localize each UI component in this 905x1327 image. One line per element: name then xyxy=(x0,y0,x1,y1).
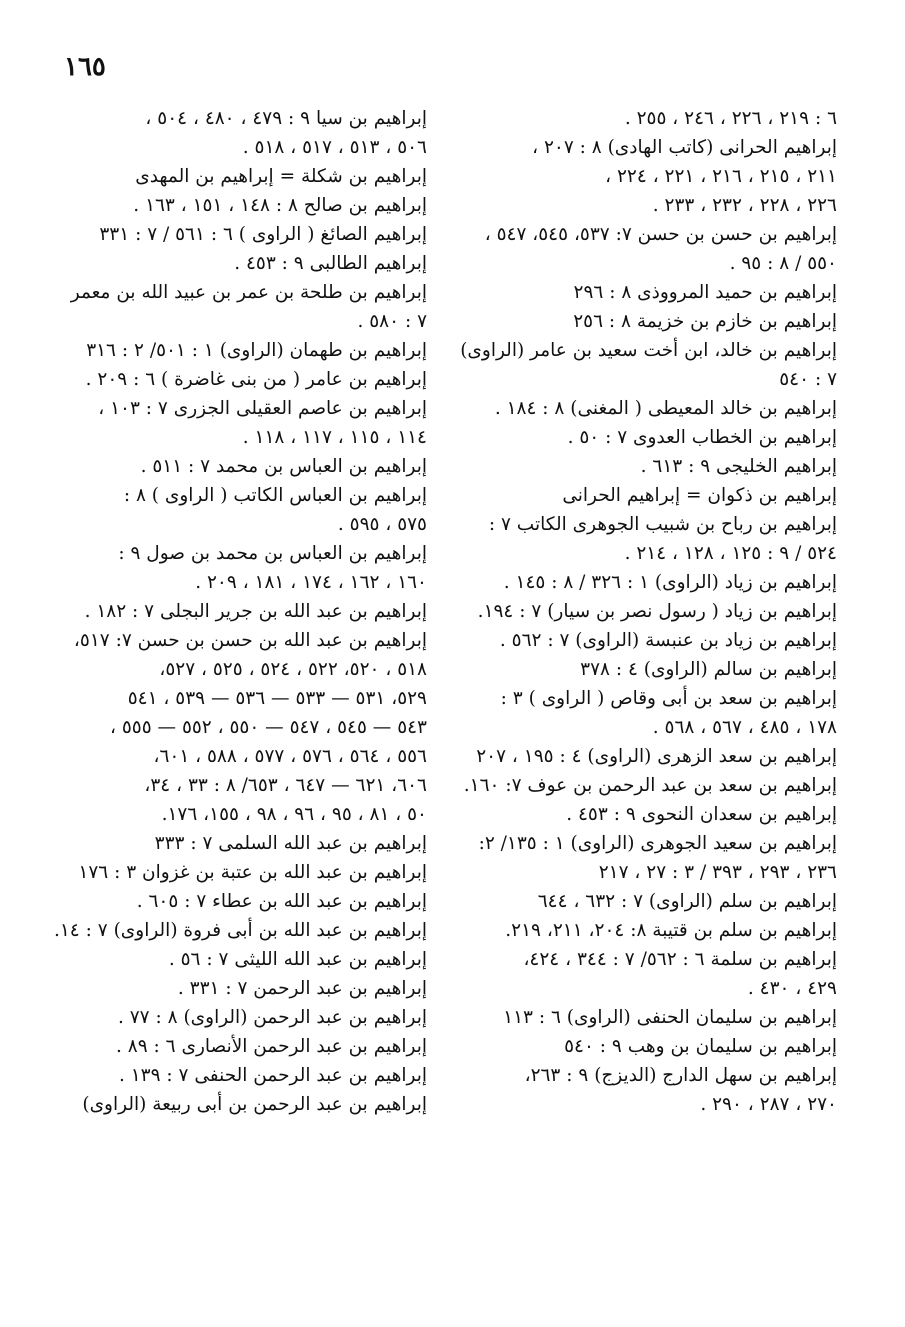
index-line: إبراهيم بن سعيد الجوهرى (الراوى) ١ : ١٣٥/ ٢: xyxy=(478,833,837,854)
index-line: إبراهيم بن سعد بن أبى وقاص ( الراوى ) ٣ : xyxy=(500,688,837,709)
index-line: ٢٢٦ ، ٢٢٨ ، ٢٣٢ ، ٢٣٣ . xyxy=(652,195,837,216)
index-line: إبراهيم بن عامر ( من بنى غاضرة ) ٦ : ٢٠٩ . xyxy=(85,369,427,390)
index-column-left xyxy=(49,104,427,1119)
index-line: إبراهيم بن عبد الرحمن (الراوى) ٨ : ٧٧ . xyxy=(117,1007,427,1028)
index-line: ٦٠٦، ٦٢١ — ٦٤٧ ، ٦٥٣/ ٨ : ٣٣ ، ٣٤، xyxy=(144,775,427,796)
index-line: إبراهيم بن صالح ٨ : ١٤٨ ، ١٥١ ، ١٦٣ . xyxy=(133,195,427,216)
index-line: إبراهيم بن عبد الرحمن ٧ : ٣٣١ . xyxy=(177,978,427,999)
index-line: ٥٢٩، ٥٣١ — ٥٣٣ — ٥٣٦ — ٥٣٩ ، ٥٤١ xyxy=(127,688,427,709)
page-number: ١٦٥ xyxy=(64,52,106,82)
index-line: ٧ : ٥٨٠ . xyxy=(357,311,427,332)
index-line: ٥١٨ ، ٥٢٠، ٥٢٢ ، ٥٢٤ ، ٥٢٥ ، ٥٢٧، xyxy=(159,659,427,680)
index-line: إبراهيم الطالبى ٩ : ٤٥٣ . xyxy=(234,253,427,274)
index-line: إبراهيم بن العباس بن محمد ٧ : ٥١١ . xyxy=(140,456,427,477)
index-line: إبراهيم بن حسن بن حسن ٧: ٥٣٧، ٥٤٥، ٥٤٧ ، xyxy=(484,224,837,245)
index-line: إبراهيم بن سعد الزهرى (الراوى) ٤ : ١٩٥ ، ٢٠٧ xyxy=(476,746,837,767)
index-line: إبراهيم الخليجى ٩ : ٦١٣ . xyxy=(640,456,837,477)
index-line: إبراهيم بن سعدان النحوى ٩ : ٤٥٣ . xyxy=(566,804,837,825)
index-line: إبراهيم بن عبد الله بن جرير البجلى ٧ : ١٨٢ . xyxy=(84,601,427,622)
index-line: ٥٠ ، ٨١ ، ٩٥ ، ٩٦ ، ٩٨ ، ١٥٥، ١٧٦. xyxy=(161,804,427,825)
index-line: إبراهيم بن عبد الرحمن الأنصارى ٦ : ٨٩ . xyxy=(116,1036,427,1057)
index-line: إبراهيم بن خالد، ابن أخت سعيد بن عامر (الراوى) xyxy=(460,340,837,361)
index-line: إبراهيم بن عبد الرحمن بن أبى ربيعة (الراوى) xyxy=(82,1094,427,1115)
index-line: ٤٢٩ ، ٤٣٠ . xyxy=(747,978,837,999)
index-line: ٥٥٦ ، ٥٦٤ ، ٥٧٦ ، ٥٧٧ ، ٥٨٨ ، ٦٠١، xyxy=(153,746,427,767)
index-line: إبراهيم بن سلم بن قتيبة ٨: ٢٠٤، ٢١١، ٢١٩. xyxy=(505,920,837,941)
index-line: ٥٧٥ ، ٥٩٥ . xyxy=(337,514,427,535)
index-line: إبراهيم بن عبد الله بن أبى فروة (الراوى) ٧ : ١٤. xyxy=(53,920,427,941)
index-line: إبراهيم بن سليمان بن وهب ٩ : ٥٤٠ xyxy=(564,1036,837,1057)
index-line: إبراهيم بن زياد ( رسول نصر بن سيار) ٧ : ١٩٤. xyxy=(477,601,837,622)
index-line: إبراهيم بن سالم (الراوى) ٤ : ٣٧٨ xyxy=(580,659,837,680)
index-line: إبراهيم بن سلمة ٦ : ٥٦٢/ ٧ : ٣٤٤ ، ٤٢٤، xyxy=(523,949,837,970)
index-line: إبراهيم بن سيا ٩ : ٤٧٩ ، ٤٨٠ ، ٥٠٤ ، xyxy=(145,108,427,129)
index-line: ٢٧٠ ، ٢٨٧ ، ٢٩٠ . xyxy=(700,1094,837,1115)
index-line: ٥٤٣ — ٥٤٥ ، ٥٤٧ — ٥٥٠ ، ٥٥٢ — ٥٥٥ ، xyxy=(110,717,427,738)
index-line: إبراهيم بن عبد الله بن حسن بن حسن ٧: ٥١٧، xyxy=(73,630,427,651)
index-line: ٢٣٦ ، ٢٩٣ ، ٣٩٣ / ٣ : ٢٧ ، ٢١٧ xyxy=(598,862,837,883)
index-line: إبراهيم بن طهمان (الراوى) ١ : ٥٠١/ ٢ : ٣١٦ xyxy=(86,340,427,361)
index-line: ٥٥٠ / ٨ : ٩٥ . xyxy=(729,253,837,274)
index-line: إبراهيم بن طلحة بن عمر بن عبيد الله بن معمر xyxy=(70,282,427,303)
index-line: إبراهيم الحرانى (كاتب الهادى) ٨ : ٢٠٧ ، xyxy=(532,137,837,158)
index-line: إبراهيم بن عبد الله بن عطاء ٧ : ٦٠٥ . xyxy=(136,891,427,912)
index-line: ٢١١ ، ٢١٥ ، ٢١٦ ، ٢٢١ ، ٢٢٤ ، xyxy=(605,166,837,187)
index-line: إبراهيم بن عبد الله الليثى ٧ : ٥٦ . xyxy=(168,949,427,970)
index-line: ١٧٨ ، ٤٨٥ ، ٥٦٧ ، ٥٦٨ . xyxy=(652,717,837,738)
index-line: إبراهيم بن زياد (الراوى) ١ : ٣٢٦ / ٨ : ١٤٥ . xyxy=(503,572,837,593)
index-line: إبراهيم بن العباس الكاتب ( الراوى ) ٨ : xyxy=(123,485,427,506)
index-line: إبراهيم بن عاصم العقيلى الجزرى ٧ : ١٠٣ ، xyxy=(98,398,427,419)
index-line: إبراهيم بن عبد الله بن عتبة بن غزوان ٣ : ١٧٦ xyxy=(78,862,427,883)
index-line: ٥٢٤ / ٩ : ١٢٥ ، ١٢٨ ، ٢١٤ . xyxy=(624,543,837,564)
index-line: إبراهيم بن رباح بن شبيب الجوهرى الكاتب ٧ : xyxy=(488,514,837,535)
index-line: إبراهيم بن زياد بن عنبسة (الراوى) ٧ : ٥٦٢ . xyxy=(499,630,837,651)
index-line: إبراهيم بن عبد الله السلمى ٧ : ٣٣٣ xyxy=(154,833,427,854)
index-line: إبراهيم بن سليمان الحنفى (الراوى) ٦ : ١١٣ xyxy=(503,1007,837,1028)
index-line: إبراهيم بن الخطاب العدوى ٧ : ٥٠ . xyxy=(567,427,837,448)
index-line: ١١٤ ، ١١٥ ، ١١٧ ، ١١٨ . xyxy=(242,427,427,448)
index-line: إبراهيم بن العباس بن محمد بن صول ٩ : xyxy=(118,543,427,564)
index-line: إبراهيم بن خالد المعيطى ( المغنى) ٨ : ١٨٤ . xyxy=(494,398,837,419)
index-line: إبراهيم بن عبد الرحمن الحنفى ٧ : ١٣٩ . xyxy=(118,1065,427,1086)
index-line: إبراهيم بن حميد المرووذى ٨ : ٢٩٦ xyxy=(573,282,837,303)
index-line: إبراهيم بن سعد بن عبد الرحمن بن عوف ٧: ١٦٠. xyxy=(463,775,837,796)
index-line: ١٦٠ ، ١٦٢ ، ١٧٤ ، ١٨١ ، ٢٠٩ . xyxy=(195,572,427,593)
index-line: إبراهيم بن سلم (الراوى) ٧ : ٦٣٢ ، ٦٤٤ xyxy=(537,891,837,912)
index-column-right xyxy=(459,104,837,1119)
index-line: إبراهيم بن سهل الدارج (الديزج) ٩ : ٢٦٣، xyxy=(524,1065,837,1086)
index-line: إبراهيم بن ذكوان = إبراهيم الحرانى xyxy=(562,485,837,506)
index-line: ٦ : ٢١٩ ، ٢٢٦ ، ٢٤٦ ، ٢٥٥ . xyxy=(624,108,837,129)
index-line: ٧ : ٥٤٠ xyxy=(779,369,837,390)
index-line: ٥٠٦ ، ٥١٣ ، ٥١٧ ، ٥١٨ . xyxy=(242,137,427,158)
index-line: إبراهيم الصائغ ( الراوى ) ٦ : ٥٦١ / ٧ : ٣٣١ xyxy=(99,224,427,245)
index-line: إبراهيم بن شكلة = إبراهيم بن المهدى xyxy=(135,166,427,187)
index-line: إبراهيم بن خازم بن خزيمة ٨ : ٢٥٦ xyxy=(573,311,837,332)
